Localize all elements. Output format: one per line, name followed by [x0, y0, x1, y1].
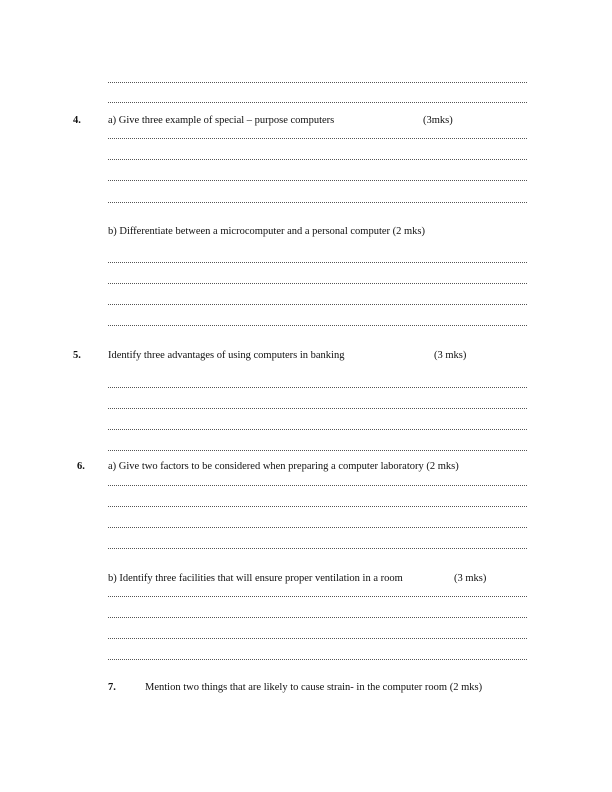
answer-line [108, 262, 527, 263]
answer-line [108, 202, 527, 203]
answer-line [108, 283, 527, 284]
question-6b-marks: (3 mks) [454, 573, 487, 584]
answer-line [108, 159, 527, 160]
answer-line [108, 82, 527, 83]
answer-line [108, 450, 527, 451]
question-4b-text: b) Differentiate between a microcomputer and a personal computer (2 mks) [108, 226, 426, 237]
question-4a-marks: (3mks) [423, 115, 453, 126]
answer-line [108, 659, 527, 660]
answer-line [108, 527, 527, 528]
answer-line [108, 408, 527, 409]
question-5-marks: (3 mks) [434, 350, 467, 361]
answer-line [108, 304, 527, 305]
answer-line [108, 180, 527, 181]
answer-line [108, 506, 527, 507]
question-5-number: 5. [73, 350, 81, 361]
answer-line [108, 596, 527, 597]
question-4-number: 4. [73, 115, 81, 126]
answer-line [108, 429, 527, 430]
question-6a-text: a) Give two factors to be considered when preparing a computer laboratory (2 mks) [108, 461, 459, 472]
answer-line [108, 548, 527, 549]
question-4a-text: a) Give three example of special – purpose computers [108, 115, 335, 126]
question-6-number: 6. [77, 461, 85, 472]
answer-line [108, 102, 527, 103]
answer-line [108, 387, 527, 388]
answer-line [108, 617, 527, 618]
question-7-number: 7. [108, 682, 116, 693]
answer-line [108, 485, 527, 486]
answer-line [108, 638, 527, 639]
question-6b-text: b) Identify three facilities that will ensure proper ventilation in a room [108, 573, 403, 584]
question-7-text: Mention two things that are likely to cause strain- in the computer room (2 mks) [145, 682, 483, 693]
question-5-text: Identify three advantages of using computers in banking [108, 350, 345, 361]
answer-line [108, 325, 527, 326]
answer-line [108, 138, 527, 139]
